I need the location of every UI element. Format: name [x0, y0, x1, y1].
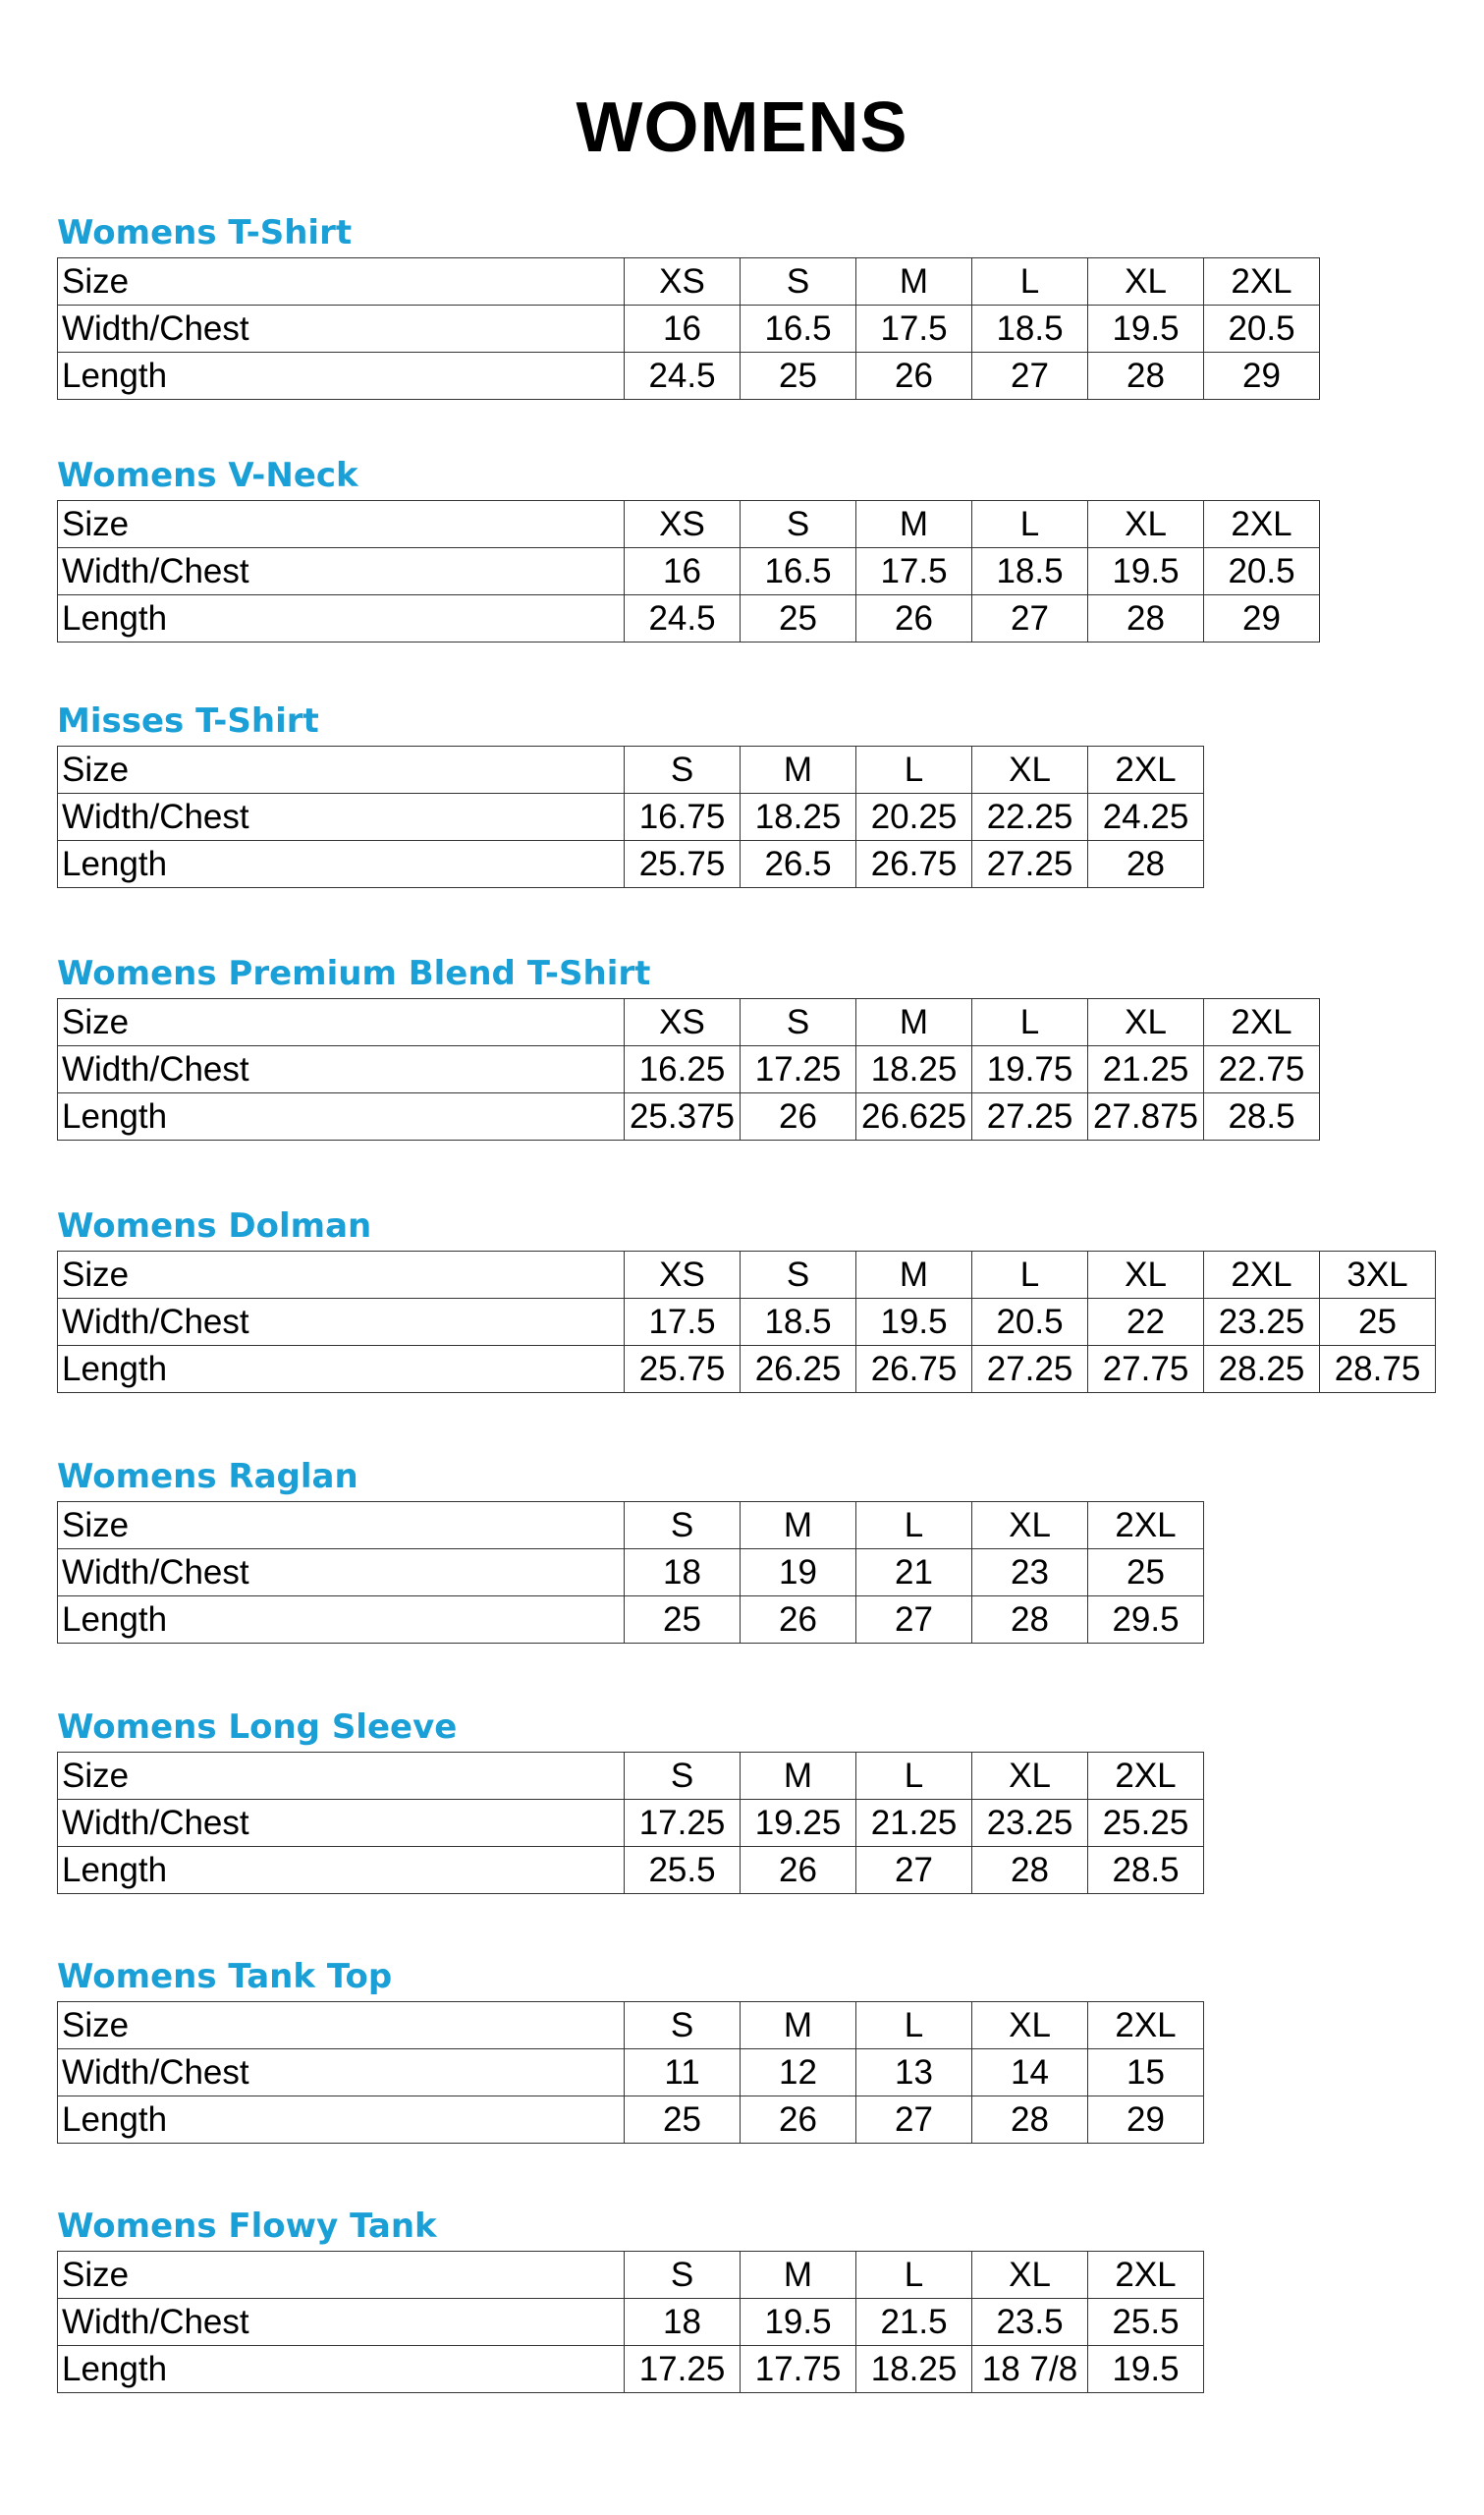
measurement-cell: 16.5 — [741, 306, 856, 353]
row-label: Size — [58, 1753, 625, 1800]
row-label: Width/Chest — [58, 2049, 625, 2096]
measurement-cell: 26 — [741, 1596, 856, 1644]
measurement-cell: 25 — [741, 353, 856, 400]
chart-heading: Womens Tank Top — [57, 1957, 393, 1996]
measurement-cell: 28 — [972, 1596, 1088, 1644]
size-cell: 2XL — [1088, 2252, 1204, 2299]
measurement-cell: 16 — [625, 306, 741, 353]
size-table — [57, 257, 1320, 400]
size-chart-womens-dolman — [57, 1207, 1436, 1393]
measurement-cell: 14 — [972, 2049, 1088, 2096]
size-cell: S — [741, 999, 856, 1046]
size-cell: XS — [625, 999, 741, 1046]
chart-heading: Womens Premium Blend T-Shirt — [57, 954, 651, 993]
measurement-cell: 16 — [625, 548, 741, 595]
size-chart-womens-t-shirt — [57, 214, 1320, 400]
size-cell: S — [625, 2252, 741, 2299]
measurement-cell: 29.5 — [1088, 1596, 1204, 1644]
length-row — [58, 2346, 1204, 2393]
measurement-cell: 26 — [856, 595, 972, 643]
size-cell: S — [741, 501, 856, 548]
size-cell: M — [856, 258, 972, 306]
chart-heading: Misses T-Shirt — [57, 701, 319, 741]
measurement-cell: 25.25 — [1088, 1800, 1204, 1847]
size-cell: L — [972, 1252, 1088, 1299]
measurement-cell: 28.75 — [1320, 1346, 1436, 1393]
measurement-cell: 28 — [1088, 841, 1204, 888]
size-cell: M — [741, 1502, 856, 1549]
size-chart-womens-v-neck — [57, 457, 1320, 643]
page-title: WOMENS — [576, 88, 908, 167]
measurement-cell: 19 — [741, 1549, 856, 1596]
measurement-cell: 18 — [625, 2299, 741, 2346]
measurement-cell: 26.625 — [856, 1093, 972, 1141]
size-cell: XL — [972, 747, 1088, 794]
measurement-cell: 21.25 — [856, 1800, 972, 1847]
measurement-cell: 26.5 — [741, 841, 856, 888]
row-label: Length — [58, 1093, 625, 1141]
measurement-cell: 18.5 — [972, 548, 1088, 595]
measurement-cell: 20.25 — [856, 794, 972, 841]
measurement-cell: 20.5 — [1204, 306, 1320, 353]
size-cell: XL — [1088, 1252, 1204, 1299]
measurement-cell: 25 — [625, 1596, 741, 1644]
measurement-cell: 26.75 — [856, 1346, 972, 1393]
measurement-cell: 18.5 — [972, 306, 1088, 353]
measurement-cell: 23 — [972, 1549, 1088, 1596]
width-chest-row — [58, 548, 1320, 595]
size-cell: S — [625, 1502, 741, 1549]
row-label: Length — [58, 2096, 625, 2144]
measurement-cell: 17.25 — [625, 1800, 741, 1847]
measurement-cell: 25.75 — [625, 1346, 741, 1393]
row-label: Size — [58, 501, 625, 548]
size-cell: M — [856, 1252, 972, 1299]
measurement-cell: 17.5 — [625, 1299, 741, 1346]
size-table — [57, 746, 1204, 888]
length-row — [58, 1093, 1320, 1141]
measurement-cell: 13 — [856, 2049, 972, 2096]
size-cell: 2XL — [1088, 2002, 1204, 2049]
measurement-cell: 17.25 — [625, 2346, 741, 2393]
measurement-cell: 27.875 — [1088, 1093, 1204, 1141]
measurement-cell: 28.5 — [1088, 1847, 1204, 1894]
size-table — [57, 2001, 1204, 2144]
size-chart-womens-flowy-tank — [57, 2208, 1204, 2393]
size-cell: L — [856, 1502, 972, 1549]
measurement-cell: 27.25 — [972, 1093, 1088, 1141]
size-cell: L — [972, 999, 1088, 1046]
measurement-cell: 26.75 — [856, 841, 972, 888]
measurement-cell: 18.5 — [741, 1299, 856, 1346]
measurement-cell: 25.5 — [1088, 2299, 1204, 2346]
size-cell: M — [741, 747, 856, 794]
measurement-cell: 12 — [741, 2049, 856, 2096]
measurement-cell: 26 — [856, 353, 972, 400]
measurement-cell: 18 — [625, 1549, 741, 1596]
width-chest-row — [58, 1800, 1204, 1847]
size-cell: S — [625, 1753, 741, 1800]
measurement-cell: 28.5 — [1204, 1093, 1320, 1141]
size-table — [57, 1752, 1204, 1894]
chart-heading: Womens T-Shirt — [57, 213, 353, 252]
row-label: Size — [58, 258, 625, 306]
measurement-cell: 19.5 — [1088, 548, 1204, 595]
size-table — [57, 2251, 1204, 2393]
size-cell: S — [625, 2002, 741, 2049]
measurement-cell: 16.25 — [625, 1046, 741, 1093]
row-label: Width/Chest — [58, 1549, 625, 1596]
measurement-cell: 18 7/8 — [972, 2346, 1088, 2393]
length-row — [58, 1847, 1204, 1894]
measurement-cell: 16.75 — [625, 794, 741, 841]
size-chart-womens-long-sleeve — [57, 1708, 1204, 1894]
size-table — [57, 500, 1320, 643]
measurement-cell: 11 — [625, 2049, 741, 2096]
row-label: Size — [58, 2002, 625, 2049]
size-chart-womens-premium-blend-t-shirt — [57, 955, 1320, 1141]
size-cell: M — [741, 2252, 856, 2299]
measurement-cell: 25.5 — [625, 1847, 741, 1894]
size-cell: XL — [972, 1753, 1088, 1800]
measurement-cell: 26.25 — [741, 1346, 856, 1393]
size-row — [58, 999, 1320, 1046]
measurement-cell: 25 — [1320, 1299, 1436, 1346]
measurement-cell: 28 — [1088, 353, 1204, 400]
measurement-cell: 17.75 — [741, 2346, 856, 2393]
measurement-cell: 21.25 — [1088, 1046, 1204, 1093]
measurement-cell: 26 — [741, 1093, 856, 1141]
size-row — [58, 2252, 1204, 2299]
row-label: Width/Chest — [58, 794, 625, 841]
measurement-cell: 29 — [1204, 353, 1320, 400]
row-label: Size — [58, 999, 625, 1046]
measurement-cell: 22.25 — [972, 794, 1088, 841]
row-label: Width/Chest — [58, 1800, 625, 1847]
width-chest-row — [58, 2049, 1204, 2096]
size-cell: L — [972, 258, 1088, 306]
measurement-cell: 27 — [856, 1847, 972, 1894]
row-label: Width/Chest — [58, 306, 625, 353]
size-cell: XL — [1088, 258, 1204, 306]
size-cell: 2XL — [1088, 1753, 1204, 1800]
row-label: Width/Chest — [58, 1046, 625, 1093]
measurement-cell: 27.75 — [1088, 1346, 1204, 1393]
measurement-cell: 27 — [856, 2096, 972, 2144]
size-cell: XL — [1088, 999, 1204, 1046]
measurement-cell: 19.5 — [741, 2299, 856, 2346]
row-label: Width/Chest — [58, 1299, 625, 1346]
size-cell: M — [741, 2002, 856, 2049]
measurement-cell: 27 — [972, 353, 1088, 400]
length-row — [58, 1596, 1204, 1644]
size-cell: M — [741, 1753, 856, 1800]
measurement-cell: 26 — [741, 1847, 856, 1894]
size-table — [57, 1251, 1436, 1393]
width-chest-row — [58, 794, 1204, 841]
measurement-cell: 25.375 — [625, 1093, 741, 1141]
chart-heading: Womens Flowy Tank — [57, 2207, 437, 2246]
row-label: Length — [58, 1847, 625, 1894]
row-label: Length — [58, 595, 625, 643]
width-chest-row — [58, 306, 1320, 353]
measurement-cell: 29 — [1088, 2096, 1204, 2144]
size-cell: XS — [625, 258, 741, 306]
measurement-cell: 24.25 — [1088, 794, 1204, 841]
row-label: Size — [58, 1252, 625, 1299]
size-cell: L — [856, 2002, 972, 2049]
length-row — [58, 841, 1204, 888]
measurement-cell: 27.25 — [972, 1346, 1088, 1393]
width-chest-row — [58, 1549, 1204, 1596]
measurement-cell: 25 — [741, 595, 856, 643]
chart-heading: Womens Raglan — [57, 1457, 358, 1496]
measurement-cell: 23.25 — [1204, 1299, 1320, 1346]
measurement-cell: 20.5 — [972, 1299, 1088, 1346]
measurement-cell: 21.5 — [856, 2299, 972, 2346]
size-row — [58, 747, 1204, 794]
measurement-cell: 27 — [972, 595, 1088, 643]
size-table — [57, 998, 1320, 1141]
measurement-cell: 19.75 — [972, 1046, 1088, 1093]
size-table — [57, 1501, 1204, 1644]
measurement-cell: 17.5 — [856, 306, 972, 353]
size-cell: 2XL — [1204, 258, 1320, 306]
measurement-cell: 25 — [1088, 1549, 1204, 1596]
size-chart-womens-raglan — [57, 1458, 1204, 1644]
size-cell: XL — [972, 1502, 1088, 1549]
row-label: Width/Chest — [58, 548, 625, 595]
length-row — [58, 595, 1320, 643]
length-row — [58, 353, 1320, 400]
measurement-cell: 24.5 — [625, 595, 741, 643]
length-row — [58, 2096, 1204, 2144]
size-cell: S — [741, 258, 856, 306]
size-cell: XL — [972, 2252, 1088, 2299]
measurement-cell: 18.25 — [856, 1046, 972, 1093]
size-row — [58, 2002, 1204, 2049]
measurement-cell: 17.25 — [741, 1046, 856, 1093]
row-label: Length — [58, 841, 625, 888]
row-label: Width/Chest — [58, 2299, 625, 2346]
measurement-cell: 15 — [1088, 2049, 1204, 2096]
measurement-cell: 21 — [856, 1549, 972, 1596]
row-label: Length — [58, 1346, 625, 1393]
measurement-cell: 23.5 — [972, 2299, 1088, 2346]
chart-heading: Womens V-Neck — [57, 456, 358, 495]
size-row — [58, 501, 1320, 548]
measurement-cell: 25.75 — [625, 841, 741, 888]
size-cell: M — [856, 501, 972, 548]
row-label: Size — [58, 2252, 625, 2299]
size-cell: XL — [1088, 501, 1204, 548]
measurement-cell: 23.25 — [972, 1800, 1088, 1847]
size-cell: XS — [625, 1252, 741, 1299]
measurement-cell: 24.5 — [625, 353, 741, 400]
size-cell: 2XL — [1088, 747, 1204, 794]
size-cell: M — [856, 999, 972, 1046]
size-row — [58, 258, 1320, 306]
measurement-cell: 16.5 — [741, 548, 856, 595]
measurement-cell: 20.5 — [1204, 548, 1320, 595]
row-label: Length — [58, 2346, 625, 2393]
measurement-cell: 28 — [972, 1847, 1088, 1894]
size-row — [58, 1502, 1204, 1549]
size-row — [58, 1753, 1204, 1800]
size-cell: S — [741, 1252, 856, 1299]
measurement-cell: 19.5 — [1088, 2346, 1204, 2393]
size-row — [58, 1252, 1436, 1299]
width-chest-row — [58, 1046, 1320, 1093]
size-cell: L — [972, 501, 1088, 548]
width-chest-row — [58, 2299, 1204, 2346]
row-label: Size — [58, 747, 625, 794]
size-cell: 2XL — [1204, 999, 1320, 1046]
measurement-cell: 19.25 — [741, 1800, 856, 1847]
measurement-cell: 26 — [741, 2096, 856, 2144]
size-cell: XL — [972, 2002, 1088, 2049]
measurement-cell: 18.25 — [741, 794, 856, 841]
measurement-cell: 19.5 — [1088, 306, 1204, 353]
size-cell: 2XL — [1088, 1502, 1204, 1549]
measurement-cell: 25 — [625, 2096, 741, 2144]
measurement-cell: 27 — [856, 1596, 972, 1644]
measurement-cell: 18.25 — [856, 2346, 972, 2393]
size-cell: L — [856, 2252, 972, 2299]
size-cell: L — [856, 1753, 972, 1800]
measurement-cell: 17.5 — [856, 548, 972, 595]
measurement-cell: 27.25 — [972, 841, 1088, 888]
measurement-cell: 29 — [1204, 595, 1320, 643]
row-label: Size — [58, 1502, 625, 1549]
measurement-cell: 28.25 — [1204, 1346, 1320, 1393]
measurement-cell: 22 — [1088, 1299, 1204, 1346]
size-cell: 3XL — [1320, 1252, 1436, 1299]
size-cell: 2XL — [1204, 501, 1320, 548]
size-cell: L — [856, 747, 972, 794]
size-cell: XS — [625, 501, 741, 548]
chart-heading: Womens Dolman — [57, 1206, 372, 1246]
size-cell: 2XL — [1204, 1252, 1320, 1299]
size-chart-womens-tank-top — [57, 1958, 1204, 2144]
size-cell: S — [625, 747, 741, 794]
measurement-cell: 22.75 — [1204, 1046, 1320, 1093]
measurement-cell: 19.5 — [856, 1299, 972, 1346]
row-label: Length — [58, 353, 625, 400]
chart-heading: Womens Long Sleeve — [57, 1707, 458, 1747]
width-chest-row — [58, 1299, 1436, 1346]
row-label: Length — [58, 1596, 625, 1644]
length-row — [58, 1346, 1436, 1393]
measurement-cell: 28 — [1088, 595, 1204, 643]
size-chart-misses-t-shirt — [57, 702, 1204, 888]
measurement-cell: 28 — [972, 2096, 1088, 2144]
